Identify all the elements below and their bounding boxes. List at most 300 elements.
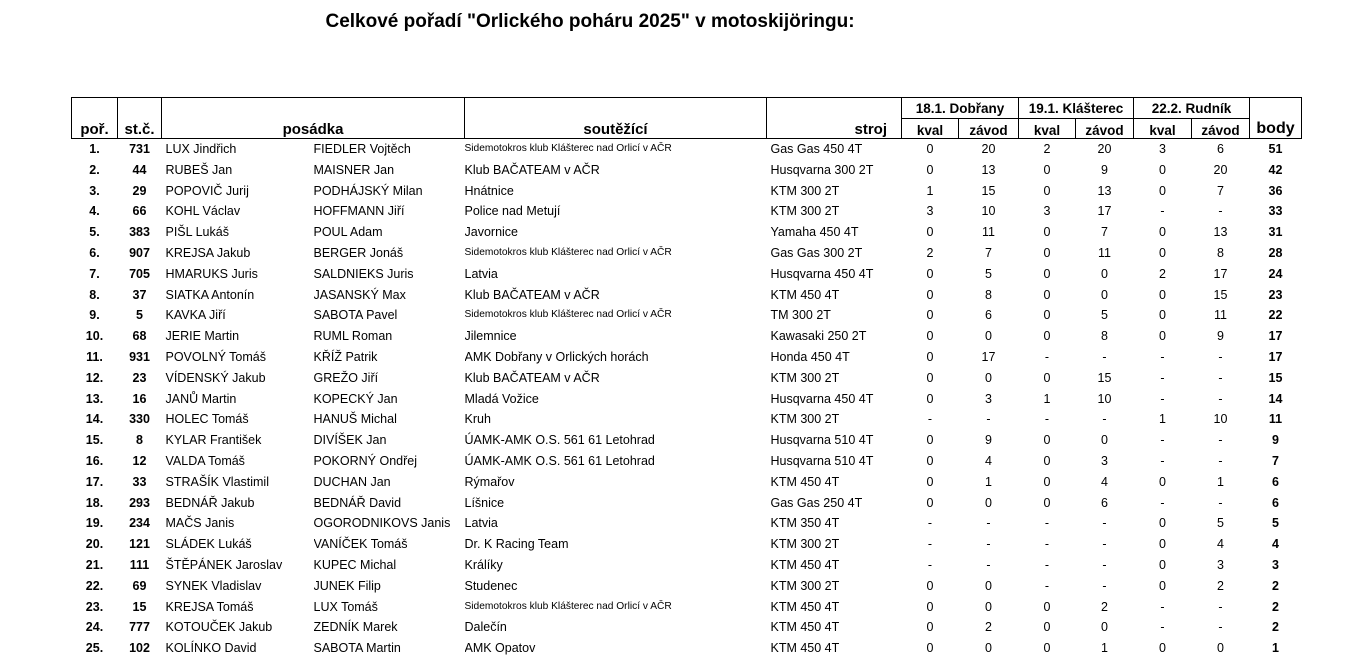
cell-rank: 7.	[89, 266, 100, 281]
cell-klasterec-kval: 0	[1043, 370, 1051, 385]
cell-dobrany-kval: 0	[926, 225, 934, 240]
cell-passenger: JASANSKÝ Max	[313, 287, 406, 302]
cell-machine: Gas Gas 450 4T	[770, 142, 863, 156]
cell-klasterec-kval: -	[1044, 349, 1050, 364]
cell-points: 24	[1268, 266, 1283, 281]
table-row	[72, 409, 1302, 430]
cell-rudnik-zavod: 0	[1217, 641, 1224, 656]
cell-rudnik-kval: 0	[1159, 329, 1166, 344]
cell-dobrany-kval: 0	[926, 433, 934, 448]
cell-club: Dalečín	[464, 620, 507, 635]
cell-klasterec-kval: 0	[1043, 225, 1051, 240]
cell-klasterec-zavod: 13	[1097, 183, 1112, 198]
cell-club: Hnátnice	[464, 183, 514, 198]
results-table	[71, 97, 1302, 659]
cell-dobrany-zavod: 15	[981, 183, 996, 198]
cell-start-number: 15	[132, 599, 147, 614]
cell-dobrany-kval: -	[927, 537, 933, 552]
cell-dobrany-kval: 0	[926, 287, 934, 302]
cell-driver: LUX Jindřich	[165, 142, 237, 156]
page-title	[0, 11, 1180, 33]
cell-dobrany-zavod: 1	[985, 474, 992, 489]
header-zavod: závod	[1076, 119, 1134, 139]
cell-rudnik-kval: 0	[1159, 162, 1166, 177]
cell-start-number: 293	[129, 495, 150, 510]
cell-dobrany-zavod: 13	[981, 162, 996, 177]
cell-machine: Gas Gas 300 2T	[770, 245, 863, 260]
cell-rudnik-kval: 0	[1159, 641, 1166, 656]
cell-dobrany-kval: 0	[926, 620, 934, 635]
cell-passenger: POUL Adam	[313, 225, 383, 240]
cell-rudnik-zavod: 17	[1213, 266, 1228, 281]
cell-rudnik-zavod: 11	[1214, 308, 1227, 323]
cell-start-number: 37	[132, 287, 147, 302]
cell-club: Líšnice	[464, 495, 505, 510]
cell-klasterec-zavod: 10	[1097, 391, 1112, 406]
cell-rudnik-zavod: 8	[1217, 245, 1224, 260]
cell-points: 5	[1272, 516, 1279, 531]
cell-points: 3	[1272, 557, 1279, 572]
cell-klasterec-zavod: 0	[1101, 620, 1108, 635]
cell-start-number: 102	[129, 641, 150, 656]
cell-dobrany-kval: 0	[926, 599, 934, 614]
cell-rank: 22.	[85, 578, 104, 593]
cell-rank: 8.	[89, 287, 100, 302]
cell-machine: TM 300 2T	[770, 308, 831, 323]
header-race-klasterec: 19.1. Klášterec	[1019, 98, 1134, 119]
cell-driver: KYLAR František	[165, 433, 262, 448]
cell-machine: KTM 300 2T	[770, 578, 840, 593]
cell-machine: KTM 300 2T	[770, 183, 840, 198]
header-kval: kval	[902, 119, 959, 139]
cell-klasterec-zavod: 5	[1101, 308, 1108, 323]
cell-machine: KTM 450 4T	[770, 474, 840, 489]
cell-rank: 14.	[85, 412, 104, 427]
cell-dobrany-kval: 0	[926, 162, 934, 177]
cell-start-number: 931	[129, 349, 150, 364]
table-row	[72, 513, 1302, 534]
cell-points: 2	[1272, 599, 1279, 614]
cell-passenger: DUCHAN Jan	[313, 474, 391, 489]
cell-machine: KTM 450 4T	[770, 620, 840, 635]
table-row	[72, 597, 1302, 618]
cell-dobrany-kval: 0	[926, 391, 934, 406]
cell-dobrany-zavod: 2	[985, 620, 992, 635]
cell-dobrany-kval: -	[927, 557, 933, 572]
cell-points: 17	[1268, 329, 1283, 344]
cell-rudnik-kval: -	[1160, 391, 1165, 406]
cell-passenger: ZEDNÍK Marek	[313, 620, 398, 635]
cell-club: ÚAMK-AMK O.S. 561 61 Letohrad	[464, 433, 655, 448]
cell-passenger: DIVÍŠEK Jan	[313, 433, 387, 448]
cell-dobrany-zavod: -	[986, 516, 991, 531]
cell-start-number: 907	[129, 245, 150, 260]
cell-dobrany-kval: 0	[926, 578, 934, 593]
cell-points: 33	[1268, 204, 1283, 219]
cell-passenger: KŘÍŽ Patrik	[313, 349, 378, 364]
cell-klasterec-kval: 0	[1043, 266, 1051, 281]
header-kval: kval	[1019, 119, 1076, 139]
header-race-rudnik: 22.2. Rudník	[1134, 98, 1250, 119]
cell-machine: KTM 300 2T	[770, 537, 840, 552]
table-row	[72, 222, 1302, 243]
cell-start-number: 777	[129, 620, 150, 635]
cell-points: 23	[1268, 287, 1283, 302]
cell-klasterec-kval: 0	[1043, 287, 1051, 302]
table-row	[72, 430, 1302, 451]
cell-rank: 19.	[85, 516, 104, 531]
cell-dobrany-kval: 0	[926, 142, 934, 156]
cell-club: Rýmařov	[464, 474, 515, 489]
cell-start-number: 731	[129, 142, 150, 156]
cell-machine: KTM 450 4T	[770, 557, 840, 572]
cell-rudnik-kval: -	[1160, 599, 1165, 614]
cell-club: Javornice	[464, 225, 518, 240]
cell-rudnik-kval: 0	[1159, 245, 1166, 260]
cell-club: Studenec	[464, 578, 518, 593]
cell-rudnik-zavod: -	[1218, 433, 1223, 448]
cell-driver: ŠTĚPÁNEK Jaroslav	[165, 557, 283, 572]
cell-driver: JERIE Martin	[165, 329, 240, 344]
table-row	[72, 472, 1302, 493]
cell-club: Dr. K Racing Team	[464, 537, 569, 552]
table-row	[72, 347, 1302, 368]
table-row	[72, 160, 1302, 181]
cell-rudnik-zavod: -	[1218, 599, 1223, 614]
cell-rank: 6.	[89, 245, 100, 260]
cell-dobrany-zavod: 8	[985, 287, 992, 302]
cell-passenger: BEDNÁŘ David	[313, 495, 402, 510]
cell-driver: POPOVIČ Jurij	[165, 183, 249, 198]
table-row	[72, 576, 1302, 597]
cell-start-number: 111	[129, 557, 150, 572]
cell-klasterec-kval: 1	[1043, 391, 1051, 406]
cell-passenger: KOPECKÝ Jan	[313, 391, 398, 406]
cell-rudnik-zavod: 10	[1213, 412, 1228, 427]
cell-passenger: SABOTA Pavel	[313, 308, 398, 323]
cell-passenger: BERGER Jonáš	[313, 245, 404, 260]
cell-rudnik-zavod: 7	[1217, 183, 1224, 198]
table-row	[72, 243, 1302, 264]
header-race-dobrany: 18.1. Dobřany	[902, 98, 1019, 119]
header-points: body	[1250, 98, 1302, 139]
cell-dobrany-zavod: 11	[982, 225, 995, 240]
cell-dobrany-kval: 0	[926, 474, 934, 489]
cell-rudnik-zavod: 6	[1217, 142, 1224, 156]
cell-klasterec-kval: 0	[1043, 599, 1051, 614]
cell-dobrany-kval: -	[927, 412, 933, 427]
cell-dobrany-kval: 0	[926, 329, 934, 344]
header-zavod: závod	[1192, 119, 1250, 139]
cell-start-number: 16	[132, 391, 147, 406]
cell-dobrany-zavod: 10	[981, 204, 996, 219]
cell-klasterec-kval: -	[1044, 412, 1050, 427]
cell-points: 15	[1268, 370, 1283, 385]
cell-dobrany-zavod: 9	[985, 433, 992, 448]
cell-points: 4	[1272, 537, 1279, 552]
cell-driver: SYNEK Vladislav	[165, 578, 262, 593]
cell-points: 51	[1268, 142, 1283, 156]
cell-rudnik-kval: -	[1160, 204, 1165, 219]
cell-rudnik-kval: 0	[1159, 287, 1166, 302]
cell-club: Klub BAČATEAM v AČR	[464, 370, 600, 385]
cell-dobrany-zavod: 0	[985, 641, 992, 656]
table-row	[72, 555, 1302, 576]
cell-rudnik-kval: -	[1160, 370, 1165, 385]
cell-club: AMK Opatov	[464, 641, 536, 656]
cell-klasterec-kval: 0	[1043, 495, 1051, 510]
cell-klasterec-zavod: 6	[1101, 495, 1108, 510]
cell-rank: 4.	[89, 204, 100, 219]
cell-dobrany-zavod: -	[986, 537, 991, 552]
cell-club: Klub BAČATEAM v AČR	[464, 162, 600, 177]
cell-klasterec-zavod: 4	[1101, 474, 1108, 489]
table-row	[72, 534, 1302, 555]
cell-rudnik-kval: 0	[1159, 474, 1166, 489]
cell-club: Sidemotokros klub Klášterec nad Orlicí v AČR	[464, 246, 672, 258]
cell-rudnik-zavod: 20	[1213, 162, 1228, 177]
cell-klasterec-kval: 0	[1043, 162, 1051, 177]
cell-driver: BEDNÁŘ Jakub	[165, 495, 255, 510]
cell-dobrany-zavod: 7	[985, 245, 992, 260]
header-kval: kval	[1134, 119, 1192, 139]
cell-driver: SLÁDEK Lukáš	[165, 537, 252, 552]
cell-klasterec-zavod: 2	[1101, 599, 1108, 614]
cell-driver: STRAŠÍK Vlastimil	[165, 474, 269, 489]
table-row	[72, 389, 1302, 410]
cell-dobrany-kval: 0	[926, 641, 934, 656]
cell-dobrany-zavod: -	[986, 412, 991, 427]
cell-dobrany-kval: 0	[926, 495, 934, 510]
cell-driver: POVOLNÝ Tomáš	[165, 349, 267, 364]
cell-klasterec-zavod: 0	[1101, 433, 1108, 448]
cell-klasterec-kval: 0	[1043, 308, 1051, 323]
cell-passenger: SABOTA Martin	[313, 641, 401, 656]
cell-rank: 9.	[89, 308, 100, 323]
cell-rudnik-zavod: 13	[1213, 225, 1228, 240]
cell-passenger: JUNEK Filip	[313, 578, 381, 593]
cell-start-number: 121	[129, 537, 150, 552]
cell-machine: Kawasaki 250 2T	[770, 329, 867, 344]
cell-klasterec-zavod: 8	[1101, 329, 1108, 344]
cell-dobrany-zavod: 0	[985, 329, 992, 344]
cell-driver: PIŠL Lukáš	[165, 225, 229, 240]
cell-club: Sidemotokros klub Klášterec nad Orlicí v AČR	[464, 309, 672, 321]
cell-klasterec-kval: 0	[1043, 620, 1051, 635]
table-row	[72, 638, 1302, 659]
cell-points: 36	[1268, 183, 1283, 198]
header-machine: stroj	[767, 98, 902, 139]
cell-machine: Husqvarna 300 2T	[770, 162, 874, 177]
cell-dobrany-kval: 0	[926, 370, 934, 385]
cell-rudnik-zavod: 3	[1217, 557, 1224, 572]
cell-machine: Honda 450 4T	[770, 349, 850, 364]
cell-rank: 17.	[85, 474, 104, 489]
cell-start-number: 12	[132, 453, 147, 468]
cell-points: 2	[1272, 578, 1279, 593]
table-row	[72, 181, 1302, 202]
cell-dobrany-zavod: 0	[985, 370, 992, 385]
cell-klasterec-zavod: -	[1102, 578, 1107, 593]
cell-points: 1	[1272, 641, 1279, 656]
cell-klasterec-zavod: 20	[1097, 142, 1112, 156]
cell-rudnik-kval: 0	[1159, 225, 1166, 240]
header-zavod: závod	[959, 119, 1019, 139]
cell-passenger: FIEDLER Vojtěch	[313, 142, 411, 156]
cell-dobrany-zavod: 4	[985, 453, 992, 468]
cell-passenger: SALDNIEKS Juris	[313, 266, 414, 281]
cell-machine: KTM 450 4T	[770, 287, 840, 302]
cell-rank: 18.	[85, 495, 104, 510]
cell-machine: KTM 300 2T	[770, 370, 840, 385]
header-club: soutěžící	[465, 98, 767, 139]
cell-start-number: 68	[132, 329, 147, 344]
cell-dobrany-kval: 1	[926, 183, 934, 198]
page-title-text: Celkové pořadí "Orlického poháru 2025" v motoskijöringu:	[325, 11, 855, 32]
cell-points: 11	[1268, 412, 1283, 427]
cell-rudnik-kval: 0	[1159, 557, 1166, 572]
cell-rudnik-kval: -	[1160, 453, 1165, 468]
cell-driver: JANŮ Martin	[165, 391, 237, 406]
cell-dobrany-zavod: 17	[981, 349, 996, 364]
cell-machine: KTM 450 4T	[770, 641, 840, 656]
cell-start-number: 705	[129, 266, 150, 281]
cell-klasterec-kval: 0	[1043, 329, 1051, 344]
cell-club: ÚAMK-AMK O.S. 561 61 Letohrad	[464, 453, 655, 468]
cell-driver: KOLÍNKO David	[165, 641, 257, 656]
cell-klasterec-kval: -	[1044, 516, 1050, 531]
cell-start-number: 8	[136, 433, 143, 448]
cell-klasterec-kval: 3	[1043, 204, 1051, 219]
cell-club: Sidemotokros klub Klášterec nad Orlicí v AČR	[464, 143, 672, 154]
cell-klasterec-kval: 0	[1043, 183, 1051, 198]
table-row	[72, 139, 1302, 160]
cell-rudnik-zavod: -	[1218, 204, 1223, 219]
cell-machine: Yamaha 450 4T	[770, 225, 859, 240]
table-row	[72, 617, 1302, 638]
cell-rank: 12.	[85, 370, 104, 385]
cell-rudnik-zavod: 1	[1217, 474, 1224, 489]
cell-passenger: RUML Roman	[313, 329, 393, 344]
cell-driver: KOHL Václav	[165, 204, 241, 219]
cell-rudnik-kval: 0	[1159, 516, 1166, 531]
cell-driver: KREJSA Jakub	[165, 245, 251, 260]
cell-passenger: PODHÁJSKÝ Milan	[313, 183, 423, 198]
cell-klasterec-zavod: 3	[1101, 453, 1108, 468]
cell-rudnik-kval: 2	[1159, 266, 1166, 281]
cell-driver: KOTOUČEK Jakub	[165, 620, 273, 635]
cell-rank: 13.	[85, 391, 104, 406]
cell-club: Klub BAČATEAM v AČR	[464, 287, 600, 302]
header-crew: posádka	[162, 98, 465, 139]
cell-points: 42	[1268, 162, 1283, 177]
cell-start-number: 234	[129, 516, 150, 531]
cell-passenger: GREŽO Jiří	[313, 370, 379, 385]
table-row	[72, 451, 1302, 472]
cell-dobrany-kval: 0	[926, 453, 934, 468]
cell-club: Latvia	[464, 266, 498, 281]
cell-klasterec-kval: -	[1044, 537, 1050, 552]
cell-klasterec-zavod: 9	[1101, 162, 1108, 177]
cell-rank: 24.	[85, 620, 104, 635]
cell-machine: Gas Gas 250 4T	[770, 495, 863, 510]
cell-rank: 10.	[85, 329, 104, 344]
cell-club: AMK Dobřany v Orlických horách	[464, 349, 649, 364]
cell-driver: HOLEC Tomáš	[165, 412, 249, 427]
cell-passenger: HOFFMANN Jiří	[313, 204, 405, 219]
cell-klasterec-kval: 0	[1043, 245, 1051, 260]
cell-rudnik-zavod: -	[1218, 370, 1223, 385]
cell-club: Králíky	[464, 557, 503, 572]
cell-klasterec-zavod: 17	[1097, 204, 1112, 219]
cell-rank: 3.	[89, 183, 100, 198]
cell-rudnik-kval: 0	[1159, 578, 1166, 593]
cell-rudnik-zavod: 2	[1217, 578, 1224, 593]
table-row	[72, 285, 1302, 306]
cell-start-number: 330	[129, 412, 150, 427]
cell-club: Kruh	[464, 412, 491, 427]
cell-points: 31	[1268, 225, 1283, 240]
header-rank: poř.	[72, 98, 118, 139]
cell-start-number: 33	[132, 474, 147, 489]
cell-club: Police nad Metují	[464, 204, 561, 219]
cell-rudnik-zavod: 4	[1217, 537, 1224, 552]
cell-klasterec-kval: 0	[1043, 474, 1051, 489]
cell-points: 22	[1268, 308, 1283, 323]
cell-klasterec-zavod: -	[1102, 557, 1107, 572]
cell-club: Mladá Vožice	[464, 391, 539, 406]
cell-driver: MAČS Janis	[165, 516, 235, 531]
cell-klasterec-kval: 0	[1043, 433, 1051, 448]
table-row	[72, 264, 1302, 285]
cell-driver: SIATKA Antonín	[165, 287, 255, 302]
cell-rank: 15.	[85, 433, 104, 448]
cell-klasterec-zavod: -	[1102, 349, 1107, 364]
cell-dobrany-zavod: 0	[985, 599, 992, 614]
cell-dobrany-zavod: 0	[985, 578, 992, 593]
cell-klasterec-kval: 0	[1043, 453, 1051, 468]
cell-start-number: 66	[132, 204, 147, 219]
cell-rudnik-kval: 0	[1159, 537, 1166, 552]
cell-rudnik-zavod: 5	[1217, 516, 1224, 531]
cell-klasterec-zavod: -	[1102, 412, 1107, 427]
cell-rank: 16.	[85, 453, 104, 468]
cell-klasterec-kval: -	[1044, 578, 1050, 593]
cell-points: 14	[1268, 391, 1283, 406]
cell-klasterec-zavod: 1	[1101, 641, 1108, 656]
table-row	[72, 305, 1302, 326]
cell-rank: 1.	[89, 142, 100, 156]
cell-dobrany-kval: -	[927, 516, 933, 531]
cell-klasterec-zavod: 15	[1097, 370, 1112, 385]
cell-machine: Husqvarna 450 4T	[770, 391, 874, 406]
cell-rudnik-kval: 1	[1159, 412, 1166, 427]
cell-driver: VÍDENSKÝ Jakub	[165, 370, 266, 385]
cell-dobrany-zavod: 6	[985, 308, 992, 323]
cell-start-number: 69	[132, 578, 147, 593]
cell-points: 17	[1268, 349, 1283, 364]
cell-passenger: MAISNER Jan	[313, 162, 395, 177]
cell-start-number: 23	[132, 370, 147, 385]
cell-driver: KAVKA Jiří	[165, 308, 226, 323]
cell-machine: Husqvarna 450 4T	[770, 266, 874, 281]
cell-rank: 5.	[89, 225, 100, 240]
cell-rudnik-kval: 0	[1159, 183, 1166, 198]
cell-machine: KTM 450 4T	[770, 599, 840, 614]
cell-klasterec-kval: -	[1044, 557, 1050, 572]
cell-rudnik-zavod: -	[1218, 620, 1223, 635]
cell-dobrany-zavod: 0	[985, 495, 992, 510]
